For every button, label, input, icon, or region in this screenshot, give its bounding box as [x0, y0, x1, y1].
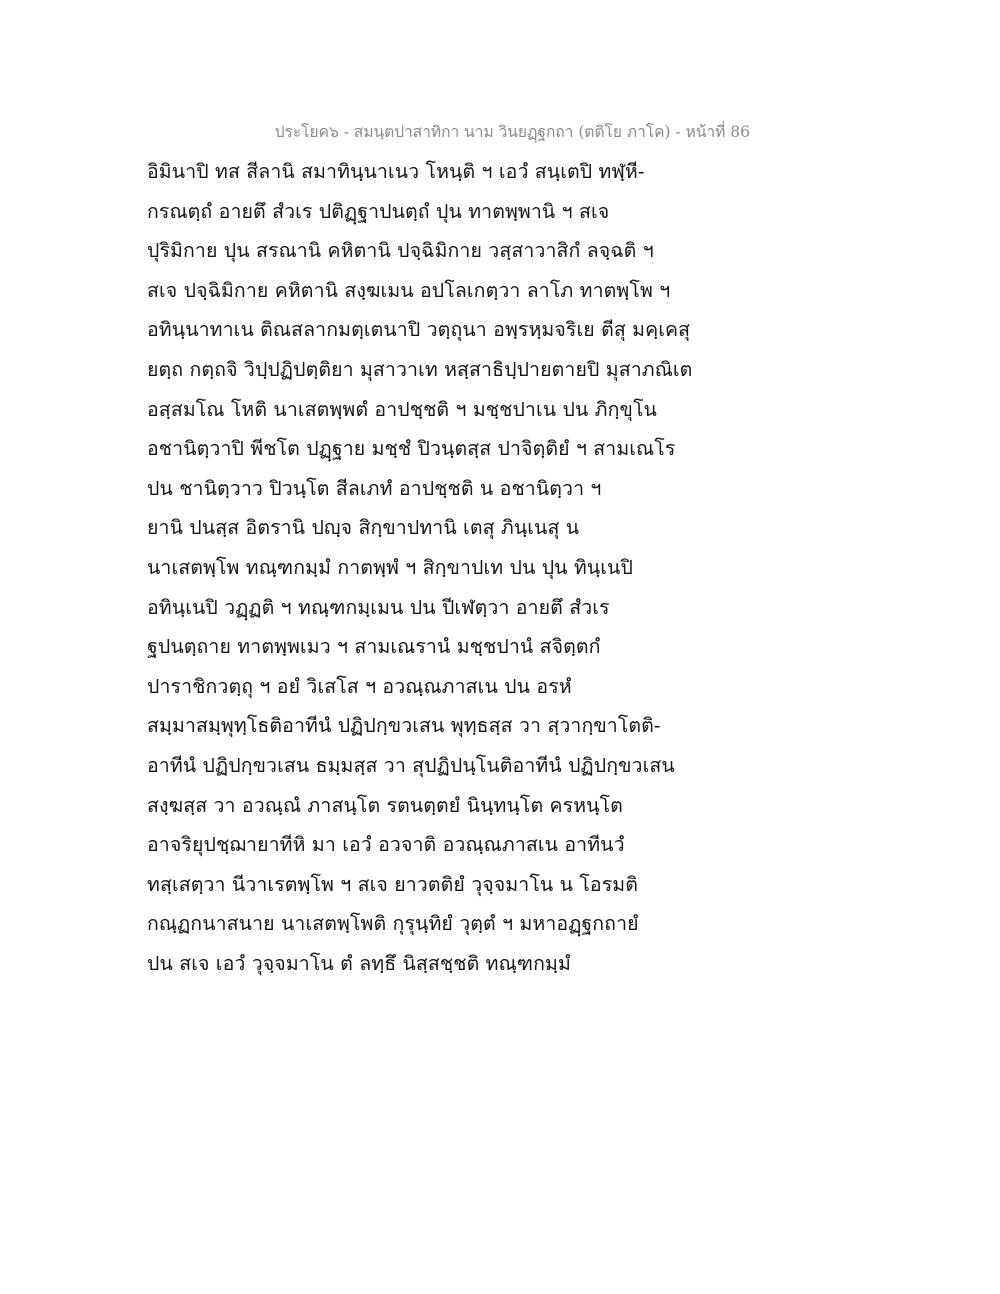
- text-line: กณฺฏกนาสนาย นาเสตพฺโพติ กุรุนฺทิยํ วุตฺตํ ฯ มหาอฏฺฐกถายํ: [147, 912, 639, 936]
- text-line: ปุริมิกาย ปุน สรณานิ คหิตานิ ปจฺฉิมิกาย วสฺสาวาสิกํ ลจฺฉติ ฯ: [147, 239, 654, 263]
- text-line: ฐปนตฺถาย ทาตพฺพเมว ฯ สามเณรานํ มชฺชปานํ สจิตฺตกํ: [147, 635, 601, 659]
- text-line: อทินฺเนปิ วฏฺฏติ ฯ ทณฺฑกมฺเมน ปน ปีเฬตฺวา อายตึ สํวเร: [147, 595, 610, 619]
- text-line: สเจ ปจฺฉิมิกาย คหิตานิ สงฺฆเมน อปโลเกตฺวา ลาโภ ทาตพฺโพ ฯ: [147, 278, 671, 302]
- text-line: อาทีนํ ปฏิปกฺขวเสน ธมฺมสฺส วา สุปฏิปนฺโนติอาทีนํ ปฏิปกฺขวเสน: [147, 753, 675, 777]
- text-line: อทินฺนาทาเน ติณสลากมตฺเตนาปิ วตฺถุนา อพฺรหฺมจริเย ตีสุ มคฺเคสุ: [147, 318, 691, 342]
- text-line: อิมินาปิ ทส สีลานิ สมาทินฺนาเนว โหนฺติ ฯ เอวํ สนฺเตปิ ทฬฺหี-: [147, 160, 645, 183]
- text-line: กรณตฺถํ อายตึ สํวเร ปติฏฺฐาปนตฺถํ ปุน ทาตพฺพานิ ฯ สเจ: [147, 199, 610, 223]
- text-line: อาจริยุปชฺฌายาทีหิ มา เอวํ อวจาติ อวณฺณภาสเน อาทีนวํ: [147, 833, 625, 857]
- text-line: นาเสตพฺโพ ทณฺฑกมฺมํ กาตพฺพํ ฯ สิกฺขาปเท ปน ปุน ทินฺเนปิ: [147, 555, 633, 579]
- running-header: ประโยค๖ - สมนฺตปาสาทิกา นาม วินยฏฺฐกถา (ตติโย ภาโค) - หน้าที่ 86: [274, 123, 750, 141]
- text-line: สงฺฆสฺส วา อวณฺณํ ภาสนฺโต รตนตฺตยํ นินฺทนฺโต ครหนฺโต: [147, 793, 623, 817]
- text-line: ยตฺถ กตฺถจิ วิปฺปฏิปตฺติยา มุสาวาเท หสฺสาธิปฺปายตายปิ มุสาภณิเต: [147, 357, 693, 381]
- text-line: ปน ชานิตฺวาว ปิวนฺโต สีลเภทํ อาปชฺชติ น อชานิตฺวา ฯ: [147, 476, 602, 500]
- text-line: ปาราชิกวตฺถุ ฯ อยํ วิเสโส ฯ อวณฺณภาสเน ปน อรหํ: [147, 674, 572, 698]
- text-line: สมฺมาสมฺพุทฺโธติอาทีนํ ปฏิปกฺขวเสน พุทฺธสฺส วา สฺวากฺขาโตติ-: [147, 714, 661, 738]
- body-text: [147, 157, 767, 988]
- text-line: อสฺสมโณ โหติ นาเสตพฺพตํ อาปชฺชติ ฯ มชฺชปาเน ปน ภิกฺขุโน: [147, 397, 657, 421]
- text-line: ยานิ ปนสฺส อิตรานิ ปญฺจ สิกฺขาปทานิ เตสุ ภินฺเนสุ น: [147, 516, 580, 540]
- text-line: ปน สเจ เอวํ วุจฺจมาโน ตํ ลทฺธึ นิสฺสชฺชติ ทณฺฑกมฺมํ: [147, 951, 571, 975]
- text-line: อชานิตฺวาปิ พีชโต ปฏฺฐาย มชฺชํ ปิวนฺตสฺส ปาจิตฺติยํ ฯ สามเณโร: [147, 437, 676, 461]
- text-line: ทสฺเสตฺวา นีวาเรตพฺโพ ฯ สเจ ยาวตติยํ วุจฺจมาโน น โอรมติ: [147, 872, 639, 896]
